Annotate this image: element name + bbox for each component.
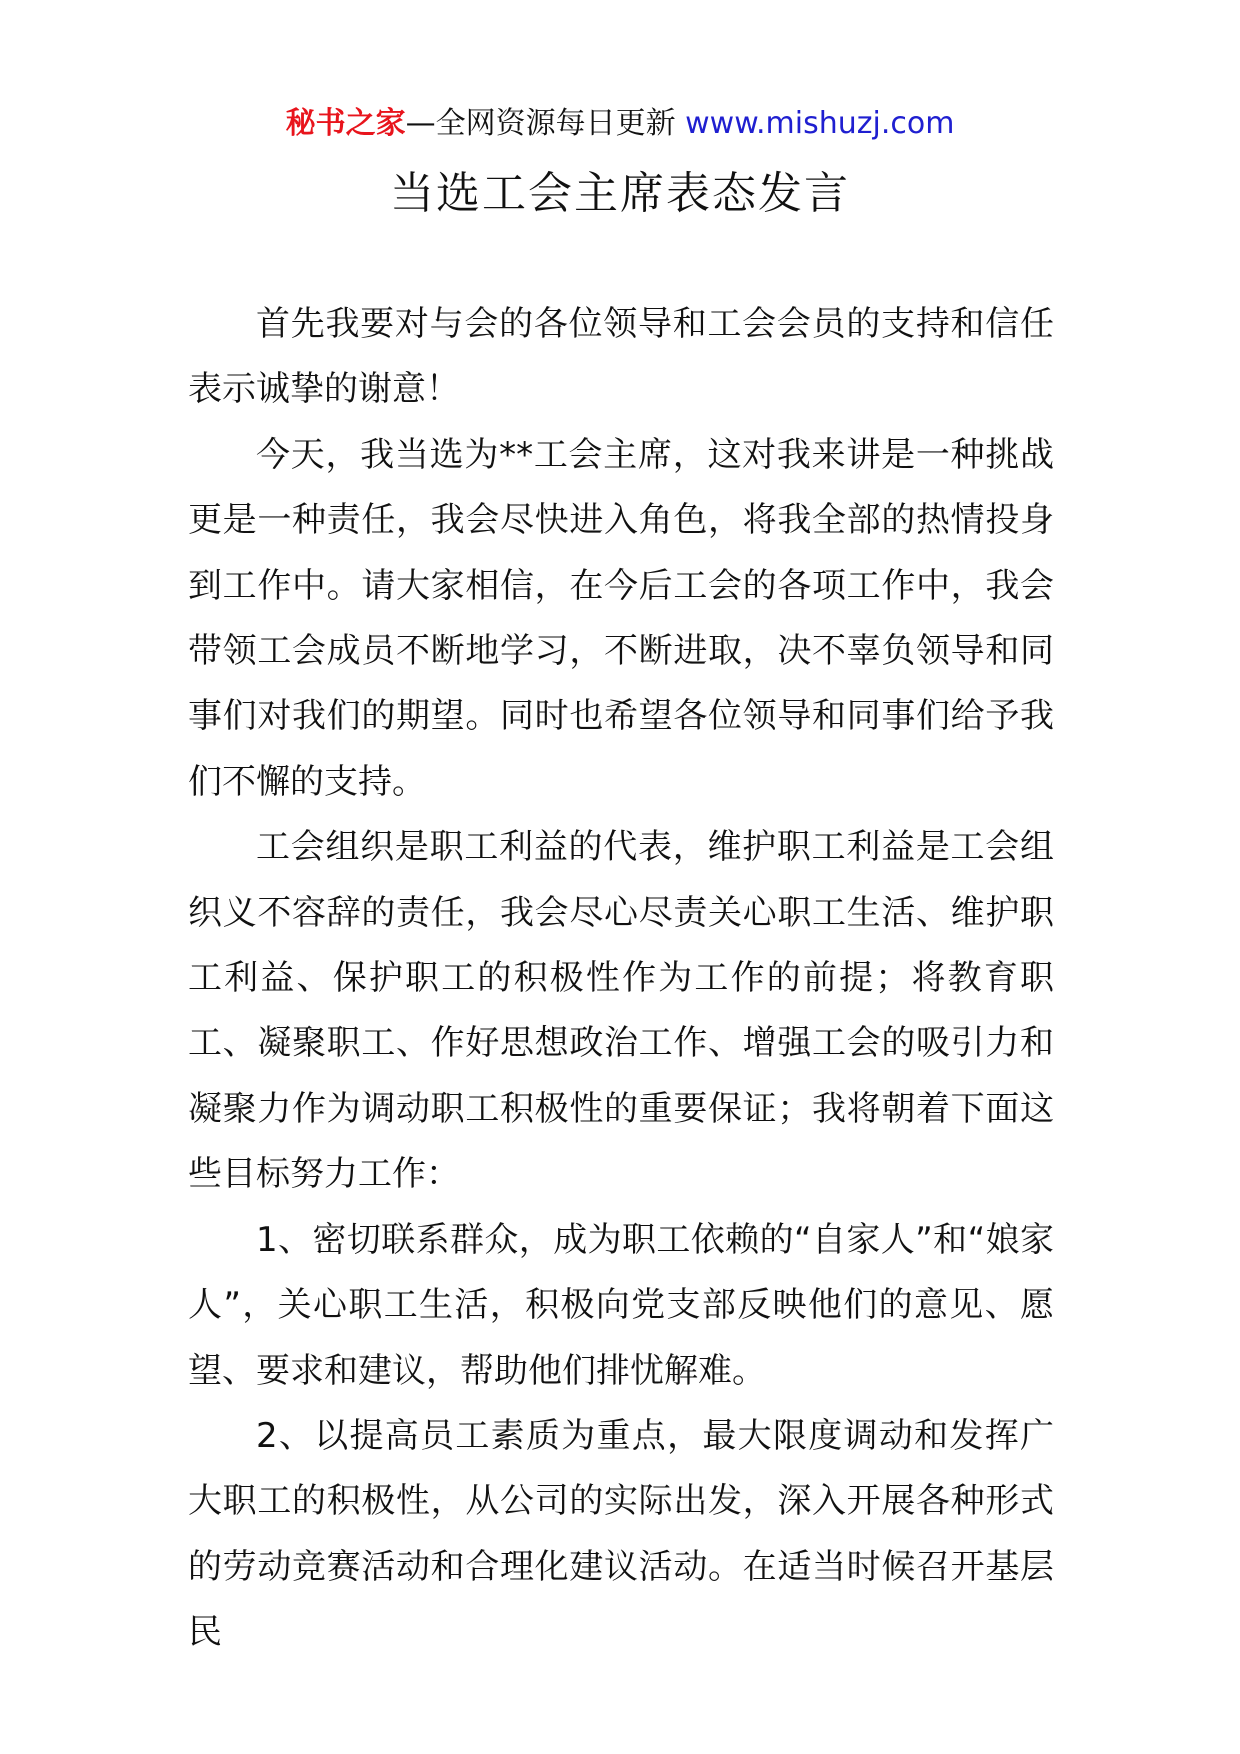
paragraph: 2、以提高员工素质为重点，最大限度调动和发挥广大职工的积极性，从公司的实际出发，深入开展各种形式的劳动竞赛活动和合理化建议活动。在适当时候召开基层民 [188, 1415, 1054, 1653]
brand-name: 秘书之家 [285, 106, 406, 141]
paragraph: 今天，我当选为**工会主席，这对我来讲是一种挑战更是一种责任，我会尽快进入角色，将我全部的热情投身到工作中。请大家相信，在今后工会的各项工作中，我会带领工会成员不断地学习，不断进取，决不辜负领导和同事们对我们的期望。同时也希望各位领导和同事们给予我们不懈的支持。 [188, 434, 1054, 802]
site-header [0, 102, 1240, 146]
paragraph: 1、密切联系群众，成为职工依赖的“自家人”和“娘家人”，关心职工生活，积极向党支部反映他们的意见、愿望、要求和建议，帮助他们排忧解难。 [188, 1219, 1054, 1391]
header-slogan: —全网资源每日更新 [405, 106, 686, 141]
document-title: 当选工会主席表态发言 [390, 168, 850, 219]
document-body [188, 292, 1054, 1666]
paragraph: 首先我要对与会的各位领导和工会会员的支持和信任表示诚挚的谢意！ [188, 304, 1054, 410]
site-url: www.mishuzj.com [685, 106, 955, 141]
paragraph: 工会组织是职工利益的代表，维护职工利益是工会组织义不容辞的责任，我会尽心尽责关心职工生活、维护职工利益、保护职工的积极性作为工作的前提；将教育职工、凝聚职工、作好思想政治工作、增强工会的吸引力和凝聚力作为调动职工积极性的重要保证；我将朝着下面这些目标努力工作： [188, 827, 1054, 1195]
